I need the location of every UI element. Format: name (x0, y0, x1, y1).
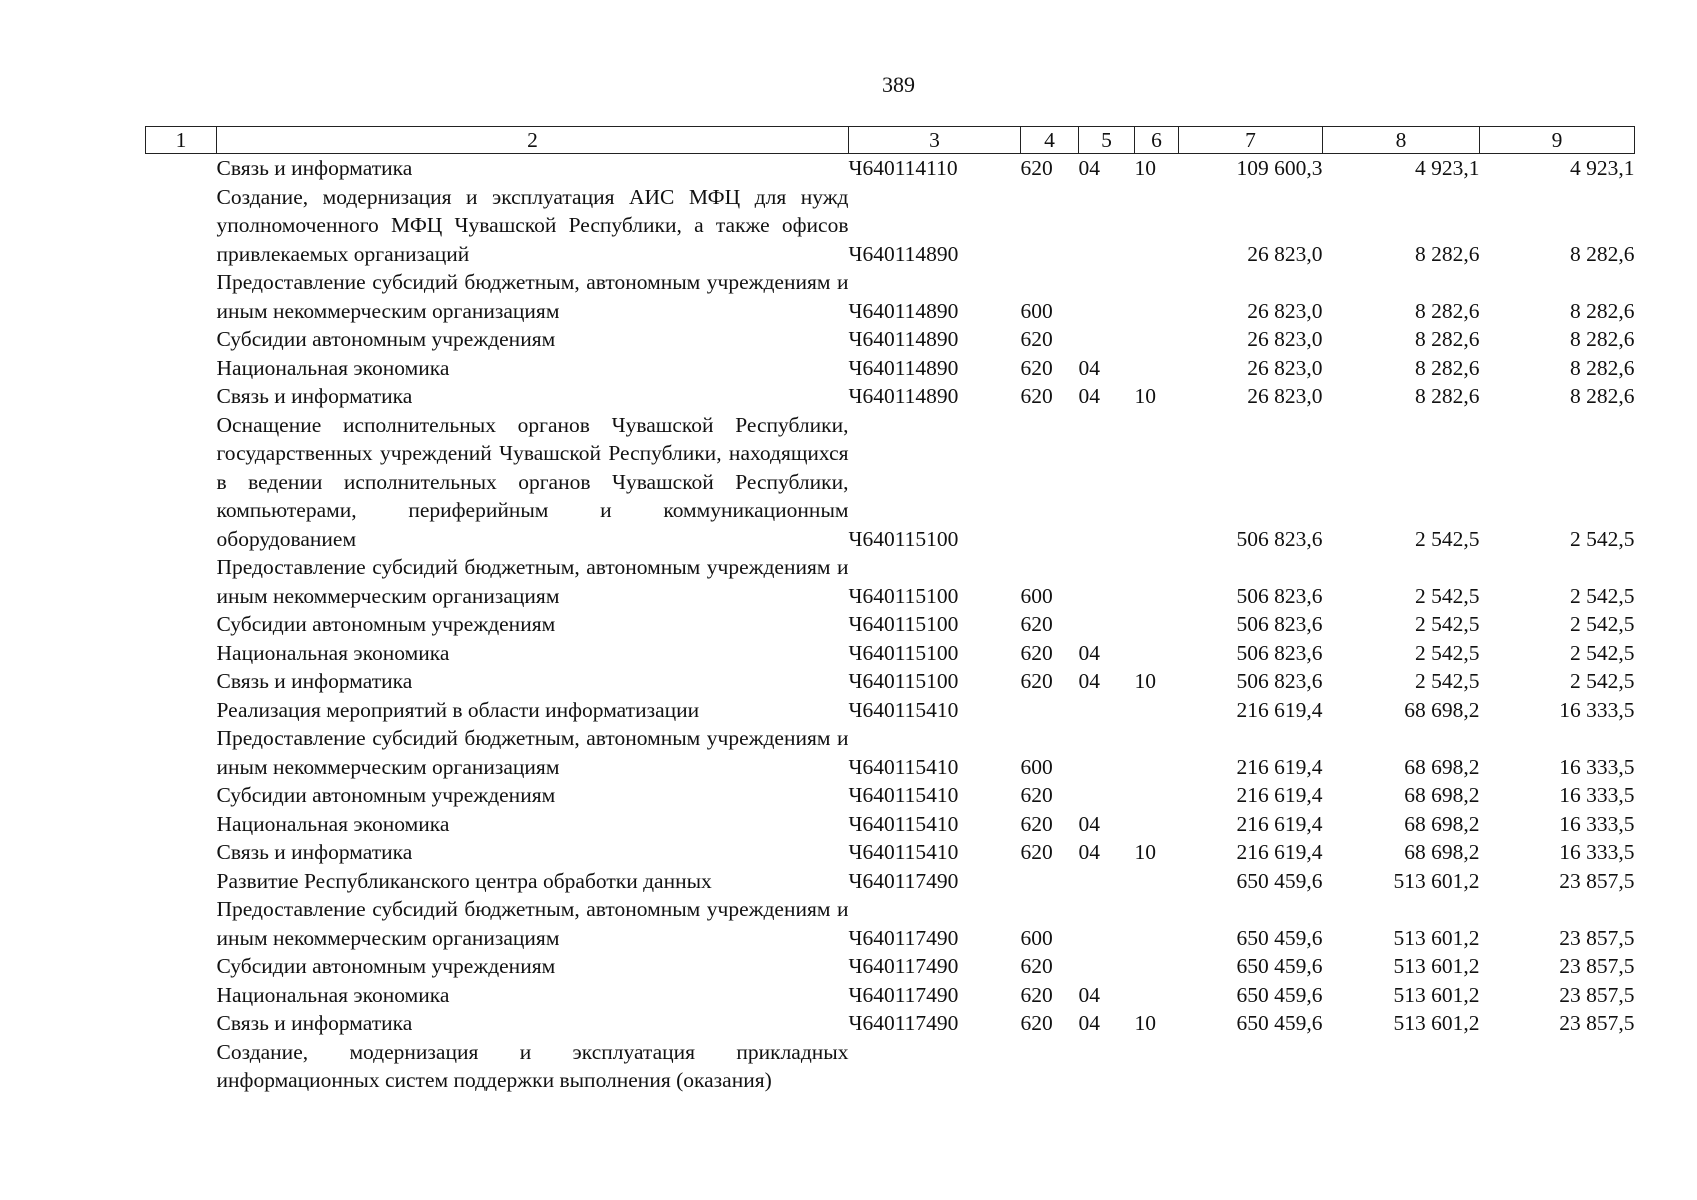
cell-amount-9: 2 542,5 (1570, 612, 1635, 636)
cell-subsection (1135, 325, 1179, 354)
cell-amount-8: 2 542,5 (1415, 612, 1480, 636)
cell-amount-8: 513 601,2 (1393, 925, 1480, 950)
cell-description: Национальная экономика (216, 355, 450, 380)
cell-amount-9 (1480, 1038, 1635, 1095)
cell-amount-7: 26 823,0 (1247, 355, 1323, 380)
cell-amount-8: 8 282,6 (1415, 384, 1480, 408)
table-row (146, 952, 1635, 981)
cell-section: 04 (1078, 384, 1100, 408)
cell-target-code: Ч640117490 (848, 982, 959, 1007)
cell-amount-7: 506 823,6 (1236, 669, 1323, 693)
cell-expense-type: 620 (1020, 156, 1053, 180)
cell-col-1 (146, 325, 217, 354)
cell-subsection: 10 (1134, 156, 1156, 180)
cell-amount-7: 650 459,6 (1236, 868, 1323, 893)
cell-amount-9: 16 333,5 (1559, 811, 1635, 836)
cell-subsection (1135, 610, 1179, 639)
cell-description: Субсидии автономным учреждениям (216, 783, 556, 807)
cell-col-1 (146, 154, 217, 183)
cell-subsection (1135, 810, 1179, 839)
cell-subsection (1135, 183, 1179, 269)
cell-amount-8: 4 923,1 (1415, 156, 1480, 180)
table-row (146, 411, 1635, 554)
cell-expense-type: 620 (1020, 669, 1053, 693)
cell-amount-7: 506 823,6 (1236, 526, 1323, 551)
cell-description: Создание, модернизация и эксплуатация прикладных информационных систем поддержки выполнения (оказания) (216, 1039, 849, 1092)
cell-expense-type (1021, 1038, 1079, 1095)
cell-amount-8: 2 542,5 (1415, 526, 1480, 551)
cell-description: Субсидии автономным учреждениям (216, 612, 556, 636)
cell-expense-type: 620 (1020, 355, 1053, 380)
cell-section (1079, 1038, 1135, 1095)
cell-description: Предоставление субсидий бюджетным, автономным учреждениям и иным некоммерческим организациям (216, 897, 849, 950)
cell-target-code: Ч640115410 (848, 840, 959, 864)
table-row (146, 154, 1635, 183)
cell-description: Связь и информатика (216, 1011, 413, 1035)
header-col-1: 1 (146, 127, 217, 154)
cell-amount-7: 26 823,0 (1247, 241, 1323, 266)
cell-section (1079, 610, 1135, 639)
cell-amount-8: 8 282,6 (1415, 298, 1480, 323)
cell-section (1079, 696, 1135, 725)
table-row (146, 810, 1635, 839)
cell-amount-9: 23 857,5 (1559, 868, 1635, 893)
cell-amount-9: 16 333,5 (1559, 754, 1635, 779)
cell-amount-7: 26 823,0 (1247, 298, 1323, 323)
cell-col-1 (146, 610, 217, 639)
table-row (146, 838, 1635, 867)
cell-amount-9: 23 857,5 (1559, 925, 1635, 950)
cell-expense-type: 600 (1020, 925, 1053, 950)
cell-col-1 (146, 724, 217, 781)
cell-amount-8: 8 282,6 (1415, 327, 1480, 351)
table-body (146, 154, 1635, 1095)
table-row (146, 981, 1635, 1010)
cell-amount-8: 68 698,2 (1404, 783, 1480, 807)
cell-subsection (1135, 696, 1179, 725)
cell-amount-7: 650 459,6 (1236, 954, 1323, 978)
cell-amount-9: 23 857,5 (1559, 954, 1635, 978)
cell-col-1 (146, 838, 217, 867)
cell-col-1 (146, 183, 217, 269)
cell-target-code: Ч640114890 (848, 241, 959, 266)
table-row (146, 696, 1635, 725)
cell-description: Субсидии автономным учреждениям (216, 327, 556, 351)
cell-target-code: Ч640115410 (848, 811, 959, 836)
cell-description: Предоставление субсидий бюджетным, автономным учреждениям и иным некоммерческим организациям (216, 726, 849, 779)
cell-subsection (1135, 553, 1179, 610)
cell-section: 04 (1078, 811, 1100, 836)
cell-subsection (1135, 639, 1179, 668)
table-header (146, 127, 1635, 154)
cell-expense-type: 600 (1020, 583, 1053, 608)
cell-expense-type: 600 (1020, 298, 1053, 323)
table-row (146, 895, 1635, 952)
cell-target-code: Ч640114890 (848, 355, 959, 380)
cell-target-code: Ч640117490 (848, 925, 959, 950)
cell-subsection (1135, 981, 1179, 1010)
cell-expense-type: 620 (1020, 384, 1053, 408)
cell-subsection (1135, 268, 1179, 325)
table-row (146, 354, 1635, 383)
cell-section: 04 (1078, 355, 1100, 380)
cell-amount-8: 8 282,6 (1415, 355, 1480, 380)
header-col-6: 6 (1135, 127, 1179, 154)
cell-section (1079, 895, 1135, 952)
cell-expense-type (1021, 411, 1079, 554)
cell-amount-8: 8 282,6 (1415, 241, 1480, 266)
cell-description: Связь и информатика (216, 840, 413, 864)
cell-col-1 (146, 667, 217, 696)
cell-amount-9: 2 542,5 (1570, 526, 1635, 551)
cell-col-1 (146, 981, 217, 1010)
cell-amount-7: 216 619,4 (1236, 811, 1323, 836)
cell-subsection: 10 (1134, 384, 1156, 408)
cell-section (1079, 867, 1135, 896)
cell-amount-8 (1323, 1038, 1480, 1095)
cell-section: 04 (1078, 840, 1100, 864)
cell-amount-7: 650 459,6 (1236, 982, 1323, 1007)
cell-amount-7: 216 619,4 (1236, 840, 1323, 864)
table-row (146, 382, 1635, 411)
cell-section (1079, 724, 1135, 781)
cell-amount-9: 2 542,5 (1570, 669, 1635, 693)
table-row (146, 553, 1635, 610)
cell-subsection: 10 (1134, 1011, 1156, 1035)
table-row (146, 610, 1635, 639)
cell-subsection (1135, 411, 1179, 554)
cell-amount-9: 8 282,6 (1570, 355, 1635, 380)
table-row (146, 183, 1635, 269)
cell-section: 04 (1078, 982, 1100, 1007)
page-number: 389 (882, 72, 915, 97)
cell-target-code: Ч640115410 (848, 697, 959, 722)
cell-expense-type: 620 (1020, 612, 1053, 636)
cell-amount-7: 216 619,4 (1236, 783, 1323, 807)
header-col-4: 4 (1021, 127, 1079, 154)
table-row (146, 1038, 1635, 1095)
cell-section: 04 (1078, 1011, 1100, 1035)
cell-expense-type: 620 (1020, 327, 1053, 351)
cell-expense-type: 620 (1020, 954, 1053, 978)
cell-expense-type (1021, 696, 1079, 725)
cell-subsection: 10 (1134, 840, 1156, 864)
cell-target-code: Ч640114890 (848, 327, 959, 351)
cell-col-1 (146, 382, 217, 411)
cell-target-code: Ч640115410 (848, 783, 959, 807)
cell-amount-8: 68 698,2 (1404, 840, 1480, 864)
cell-section: 04 (1078, 640, 1100, 665)
cell-amount-9: 8 282,6 (1570, 327, 1635, 351)
cell-amount-9: 16 333,5 (1559, 783, 1635, 807)
cell-col-1 (146, 268, 217, 325)
cell-amount-8: 68 698,2 (1404, 697, 1480, 722)
table-row (146, 1009, 1635, 1038)
cell-col-1 (146, 867, 217, 896)
cell-expense-type: 620 (1020, 783, 1053, 807)
cell-expense-type: 600 (1020, 754, 1053, 779)
cell-target-code: Ч640114890 (848, 384, 959, 408)
cell-amount-7: 109 600,3 (1236, 156, 1323, 180)
cell-amount-8: 2 542,5 (1415, 583, 1480, 608)
cell-description: Создание, модернизация и эксплуатация АИС МФЦ для нужд уполномоченного МФЦ Чувашской Республики, а также офисов привлекаемых организаций (216, 184, 849, 266)
cell-expense-type: 620 (1020, 982, 1053, 1007)
cell-amount-7: 650 459,6 (1236, 925, 1323, 950)
cell-target-code: Ч640115100 (848, 583, 959, 608)
table-row (146, 867, 1635, 896)
cell-subsection (1135, 895, 1179, 952)
cell-subsection: 10 (1134, 669, 1156, 693)
cell-subsection (1135, 1038, 1179, 1095)
cell-description: Национальная экономика (216, 640, 450, 665)
cell-target-code: Ч640114890 (848, 298, 959, 323)
cell-amount-8: 513 601,2 (1393, 1011, 1480, 1035)
cell-amount-8: 2 542,5 (1415, 640, 1480, 665)
cell-description: Развитие Республиканского центра обработки данных (216, 868, 712, 893)
cell-section (1079, 781, 1135, 810)
cell-subsection (1135, 952, 1179, 981)
header-col-3: 3 (849, 127, 1021, 154)
cell-col-1 (146, 696, 217, 725)
cell-description: Предоставление субсидий бюджетным, автономным учреждениям и иным некоммерческим организациям (216, 555, 849, 608)
cell-amount-8: 2 542,5 (1415, 669, 1480, 693)
header-col-2: 2 (217, 127, 849, 154)
cell-amount-7: 506 823,6 (1236, 612, 1323, 636)
header-col-9: 9 (1480, 127, 1635, 154)
cell-amount-7: 506 823,6 (1236, 583, 1323, 608)
cell-expense-type (1021, 183, 1079, 269)
cell-amount-9: 23 857,5 (1559, 1011, 1635, 1035)
cell-description: Национальная экономика (216, 982, 450, 1007)
cell-subsection (1135, 354, 1179, 383)
cell-description: Предоставление субсидий бюджетным, автономным учреждениям и иным некоммерческим организациям (216, 270, 849, 323)
cell-col-1 (146, 952, 217, 981)
cell-subsection (1135, 781, 1179, 810)
cell-description: Оснащение исполнительных органов Чувашской Республики, государственных учреждений Чувашской Республики, находящихся в ведении исполнительных органов Чувашской Республики, компьютерами, периферийным и коммуникационным оборудованием (216, 412, 849, 551)
cell-col-1 (146, 1038, 217, 1095)
cell-amount-8: 513 601,2 (1393, 868, 1480, 893)
cell-amount-7: 650 459,6 (1236, 1011, 1323, 1035)
cell-subsection (1135, 867, 1179, 896)
cell-amount-8: 68 698,2 (1404, 754, 1480, 779)
cell-target-code: Ч640115100 (848, 669, 959, 693)
cell-expense-type: 620 (1020, 1011, 1053, 1035)
cell-col-1 (146, 411, 217, 554)
cell-expense-type (1021, 867, 1079, 896)
table-row (146, 325, 1635, 354)
cell-col-1 (146, 354, 217, 383)
cell-amount-8: 68 698,2 (1404, 811, 1480, 836)
cell-section (1079, 952, 1135, 981)
cell-amount-9: 2 542,5 (1570, 640, 1635, 665)
cell-amount-9: 23 857,5 (1559, 982, 1635, 1007)
cell-description: Связь и информатика (216, 669, 413, 693)
cell-col-1 (146, 810, 217, 839)
cell-section: 04 (1078, 669, 1100, 693)
cell-col-1 (146, 639, 217, 668)
cell-amount-9: 8 282,6 (1570, 298, 1635, 323)
cell-target-code: Ч640114110 (848, 156, 958, 180)
cell-amount-9: 2 542,5 (1570, 583, 1635, 608)
cell-expense-type: 620 (1020, 640, 1053, 665)
header-row (146, 127, 1635, 154)
budget-table (145, 126, 1635, 1095)
cell-amount-8: 513 601,2 (1393, 954, 1480, 978)
cell-amount-9: 8 282,6 (1570, 241, 1635, 266)
table-row (146, 724, 1635, 781)
table-row (146, 781, 1635, 810)
cell-amount-7: 26 823,0 (1247, 327, 1323, 351)
cell-target-code: Ч640115100 (848, 526, 959, 551)
cell-section: 04 (1078, 156, 1100, 180)
cell-description: Реализация мероприятий в области информатизации (216, 697, 700, 722)
cell-target-code: Ч640117490 (848, 954, 959, 978)
cell-target-code: Ч640117490 (848, 868, 959, 893)
cell-section (1079, 553, 1135, 610)
cell-description: Субсидии автономным учреждениям (216, 954, 556, 978)
table-row (146, 639, 1635, 668)
cell-col-1 (146, 781, 217, 810)
cell-amount-7: 26 823,0 (1247, 384, 1323, 408)
cell-target-code: Ч640115100 (848, 640, 959, 665)
cell-subsection (1135, 724, 1179, 781)
cell-col-1 (146, 895, 217, 952)
header-col-8: 8 (1323, 127, 1480, 154)
cell-amount-7 (1179, 1038, 1323, 1095)
header-col-5: 5 (1079, 127, 1135, 154)
cell-amount-9: 16 333,5 (1559, 840, 1635, 864)
cell-amount-7: 216 619,4 (1236, 697, 1323, 722)
cell-section (1079, 411, 1135, 554)
cell-col-1 (146, 553, 217, 610)
cell-col-1 (146, 1009, 217, 1038)
cell-section (1079, 268, 1135, 325)
cell-amount-9: 16 333,5 (1559, 697, 1635, 722)
cell-target-code: Ч640117490 (848, 1011, 959, 1035)
cell-target-code: Ч640115100 (848, 612, 959, 636)
cell-description: Национальная экономика (216, 811, 450, 836)
cell-section (1079, 325, 1135, 354)
cell-section (1079, 183, 1135, 269)
cell-amount-7: 216 619,4 (1236, 754, 1323, 779)
cell-amount-7: 506 823,6 (1236, 640, 1323, 665)
table-row (146, 667, 1635, 696)
cell-expense-type: 620 (1020, 811, 1053, 836)
cell-description: Связь и информатика (216, 384, 413, 408)
cell-description: Связь и информатика (216, 156, 413, 180)
header-col-7: 7 (1179, 127, 1323, 154)
cell-amount-9: 8 282,6 (1570, 384, 1635, 408)
cell-target-code: Ч640115410 (848, 754, 959, 779)
table-row (146, 268, 1635, 325)
cell-expense-type: 620 (1020, 840, 1053, 864)
cell-amount-8: 513 601,2 (1393, 982, 1480, 1007)
cell-target-code (849, 1038, 1021, 1095)
cell-amount-9: 4 923,1 (1570, 156, 1635, 180)
